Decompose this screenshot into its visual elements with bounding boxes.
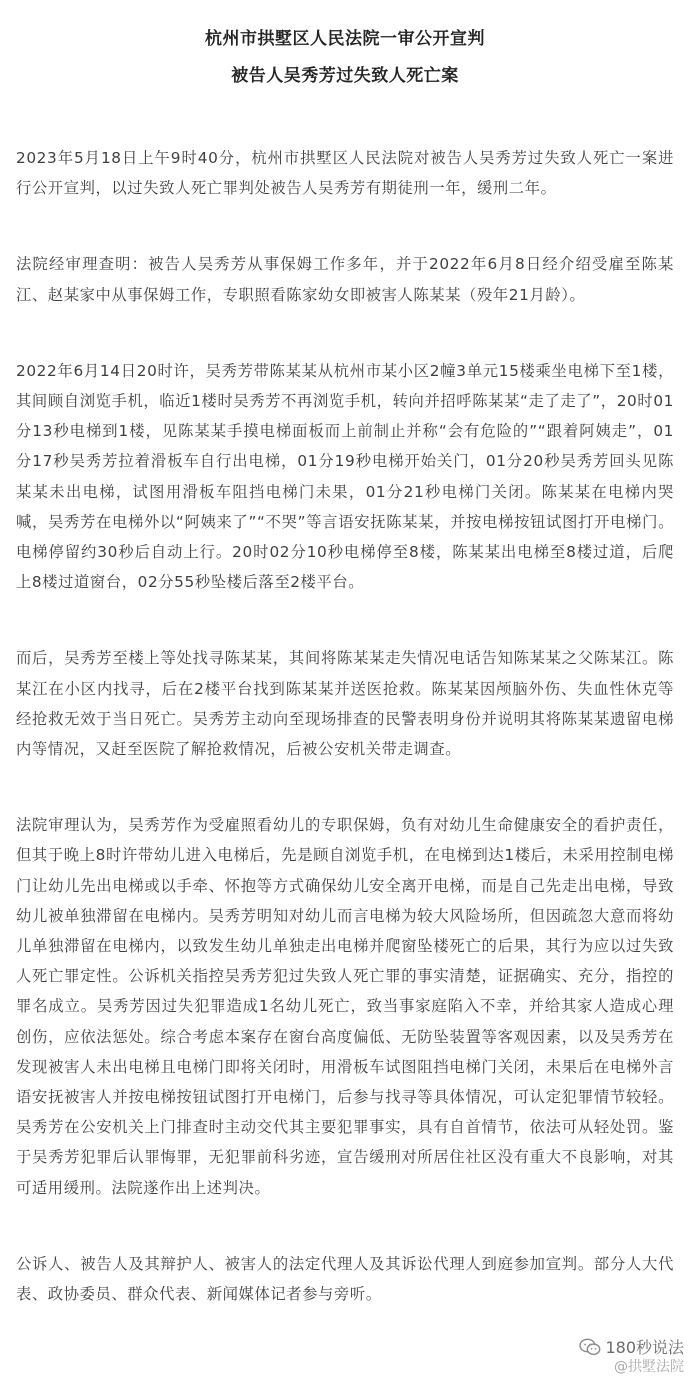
paragraph-findings: 法院经审理查明：被告人吴秀芳从事保姆工作多年，并于2022年6月8日经介绍受雇至陈某江、赵某家中从事保姆工作，专职照看陈家幼女即被害人陈某某（殁年21月龄）。 (16, 255, 674, 304)
watermark-name: 180秒说法 (605, 1338, 684, 1357)
article-title-line2: 被告人吴秀芳过失致人死亡案 (231, 66, 459, 86)
paragraph-court-reasoning: 法院审理认为，吴秀芳作为受雇照看幼儿的专职保姆，负有对幼儿生命健康安全的看护责任，但其于晚上8时许带幼儿进入电梯后，先是顾自浏览手机，在电梯到达1楼后，未采用控制电梯门让幼儿先出电梯或以手牵、怀抱等方式确保幼儿安全离开电梯，而是自己先走出电梯，导致幼儿被单独滞留在电梯内。吴秀芳明知对幼儿而言电梯为较大风险场所，但因疏忽大意而将幼儿单独滞留在电梯内，以致发生幼儿单独走出电梯并爬窗坠楼死亡的后果，其行为应以过失致人死亡罪定性。公诉机关指控吴秀芳犯过失致人死亡罪的事实清楚，证据确实、充分，指控的罪名成立。吴秀芳因过失犯罪造成1名幼儿死亡，致当事家庭陷入不幸，并给其家人造成心理创伤，应依法惩处。综合考虑本案存在窗台高度偏低、无防坠装置等客观因素，以及吴秀芳在发现被害人未出电梯且电梯门即将关闭时，用滑板车试图阻挡电梯门关闭，未果后在电梯外言语安抚被害人并按电梯按钮试图打开电梯门，后参与找寻等具体情况，可认定犯罪情节较轻。吴秀芳在公安机关上门排查时主动交代其主要犯罪事实，具有自首情节，依法可从轻处罚。鉴于吴秀芳犯罪后认罪悔罪，无犯罪前科劣迹，宣告缓刑对所居住社区没有重大不良影响，对其可适用缓刑。法院遂作出上述判决。 (16, 816, 674, 1197)
paragraph-attendance: 公诉人、被告人及其辩护人、被害人的法定代理人及其诉讼代理人到庭参加宣判。部分人大代表、政协委员、群众代表、新闻媒体记者参与旁听。 (16, 1254, 674, 1304)
watermark (579, 1335, 684, 1376)
article-title-line1: 杭州市拱墅区人民法院一审公开宣判 (205, 29, 485, 49)
watermark-top (579, 1335, 684, 1358)
paragraph-incident: 2022年6月14日20时许，吴秀芳带陈某某从杭州市某小区2幢3单元15楼乘坐电梯下至1楼，其间顾自浏览手机，临近1楼时吴秀芳不再浏览手机，转向并招呼陈某某“走了走了”，20时01分13秒电梯到1楼，见陈某某手摸电梯面板而上前制止并称“会有危险的”“跟着阿姨走”，01分17秒吴秀芳拉着滑板车自行出电梯，01分19秒电梯开始关门，01分20秒吴秀芳回头见陈某某未出电梯，试图用滑板车阻挡电梯门未果，01分21秒电梯门关闭。陈某某在电梯内哭喊，吴秀芳在电梯外以“阿姨来了”“不哭”等言语安抚陈某某，并按电梯按钮试图打开电梯门。电梯停留约30秒后自动上行。20时02分10秒电梯停至8楼，陈某某出电梯至8楼过道，后爬上8楼过道窗台，02分55秒坠楼后落至2楼平台。 (16, 361, 674, 592)
wechat-icon (579, 1338, 601, 1356)
paragraph-verdict: 2023年5月18日上午9时40分，杭州市拱墅区人民法院对被告人吴秀芳过失致人死亡一案进行公开宣判，以过失致人死亡罪判处被告人吴秀芳有期徒刑一年，缓刑二年。 (16, 149, 674, 198)
paragraph-aftermath: 而后，吴秀芳至楼上等处找寻陈某某，其间将陈某某走失情况电话告知陈某某之父陈某江。陈某江在小区内找寻，后在2楼平台找到陈某某并送医抢救。陈某某因颅脑外伤、失血性休克等经抢救无效于当日死亡。吴秀芳主动向至现场排查的民警表明身份并说明其将陈某某遗留电梯内等情况，又赶至医院了解抢救情况，后被公安机关带走调查。 (16, 649, 674, 759)
watermark-subtitle: @拱墅法院 (614, 1359, 684, 1375)
